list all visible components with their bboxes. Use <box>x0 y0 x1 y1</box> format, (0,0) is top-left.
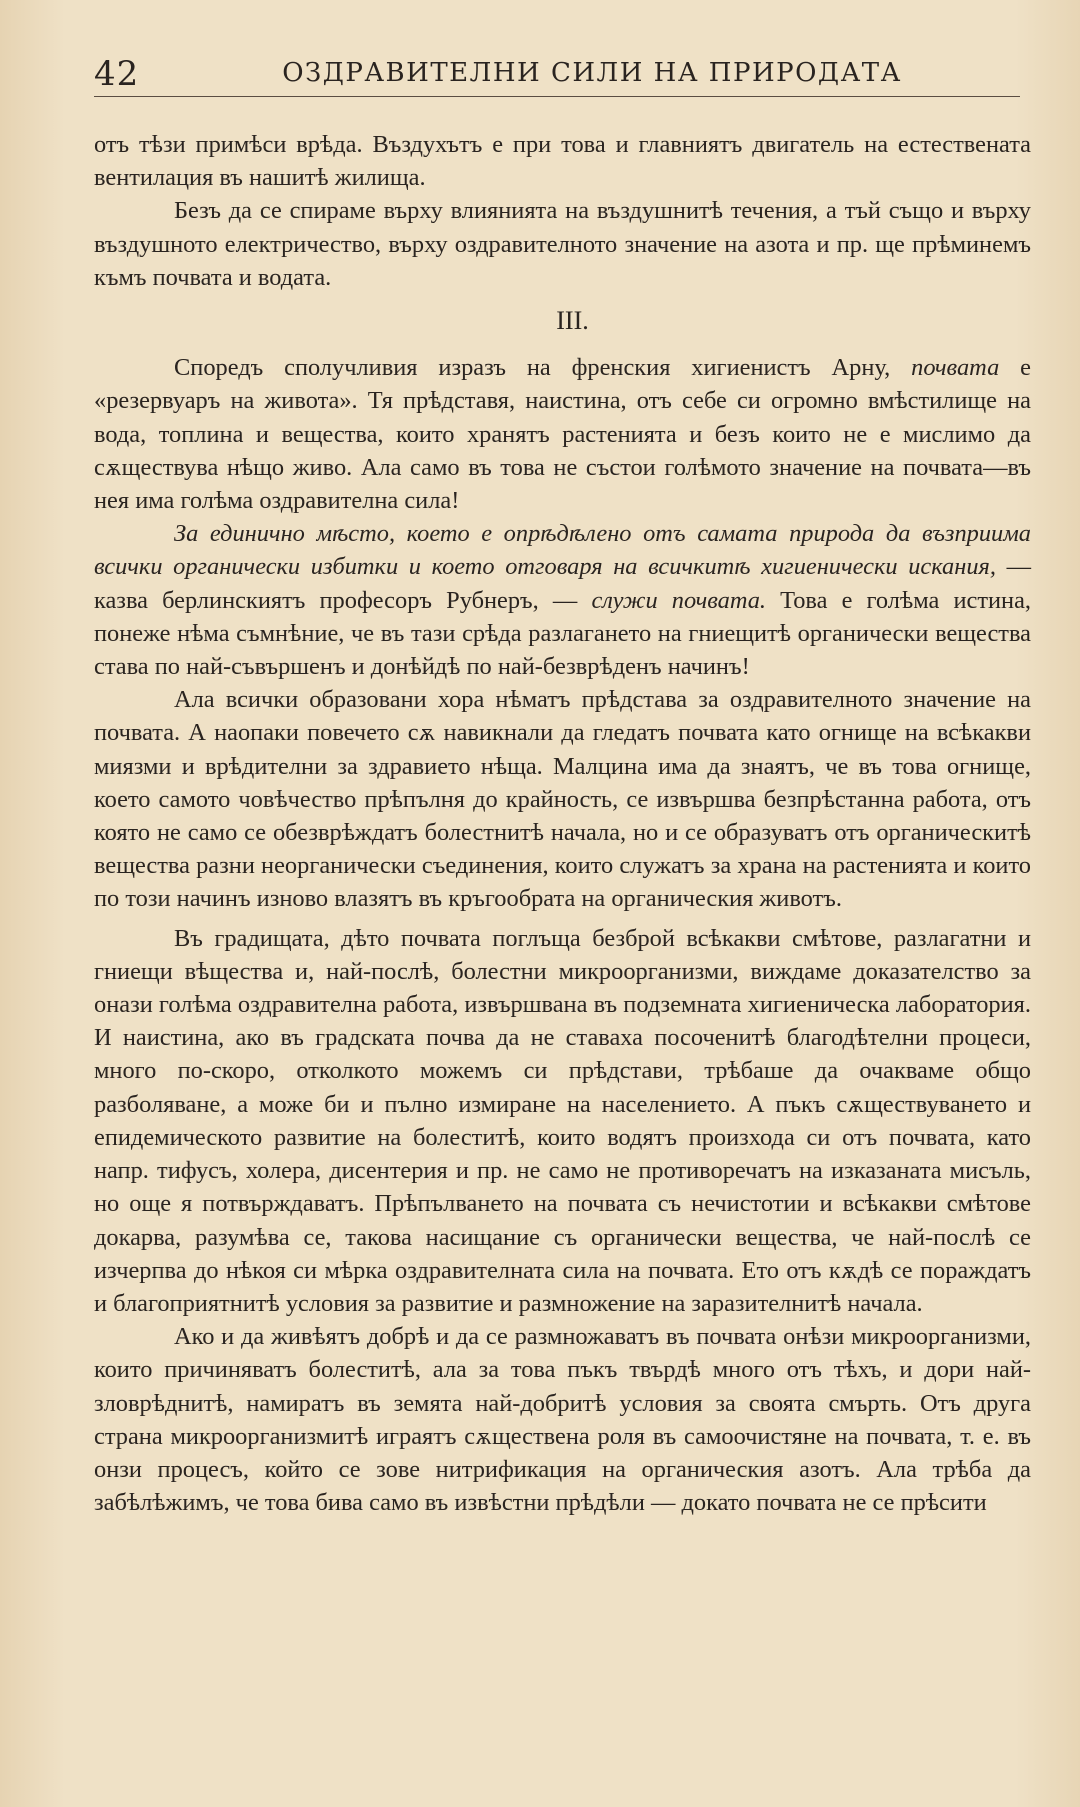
page-header <box>94 50 1020 97</box>
paragraph <box>94 517 1031 683</box>
paragraph: Ала всички образовани хора нѣматъ прѣдстава за оздравителното значение на почвата. А наопаки повечето сѫ навикнали да гледатъ почвата като огнище на всѣкакви миязми и врѣдителни за здравието нѣща. Малцина има да знаятъ, че въ това огнище, което самото човѣчество прѣпълня до крайность, се извършва безпрѣстанна работа, отъ която не само се обезврѣждатъ болестнитѣ начала, но и се образуватъ отъ органическитѣ вещества разни неорганически съединения, които служатъ за храна на растенията и които по този начинъ изново влазятъ въ кръгообрата на органическия животъ. <box>94 686 1031 913</box>
italic-text: служи почвата. <box>591 586 767 614</box>
text-run: Споредъ сполучливия изразъ на френския хигиенистъ Арну, <box>174 354 891 382</box>
text-run: — казва берлинскиятъ професоръ Рубнеръ, — <box>94 553 1031 614</box>
italic-text: За единично мѣсто, което е опрѣдѣлено отъ самата природа да възприима всички органически избитки и което отговаря на всичкитѣ хигиенически искания, <box>94 520 1031 581</box>
paragraph: отъ тѣзи примѣси врѣда. Въздухътъ е при това и главниятъ двигатель на естествената вентилация въ нашитѣ жилища. <box>94 131 1031 192</box>
text-run: е «резервуаръ на живота». Тя прѣдставя, наистина, отъ себе си огромно вмѣстилище на вода, топлина и вещества, които хранятъ растенията и безъ които не е мислимо да сѫществува нѣщо живо. Ала само въ това не състои голѣмото значение на почвата—въ нея има голѣма оздравителна сила! <box>94 354 1031 515</box>
page-number: 42 <box>94 54 140 94</box>
running-title: ОЗДРАВИТЕЛНИ СИЛИ НА ПРИРОДАТА <box>282 58 902 88</box>
body-text <box>94 128 1031 1519</box>
paragraph <box>94 351 1031 517</box>
text-run: Това е голѣма истина, понеже нѣма съмнѣние, че въ тази срѣда разлагането на гниещитѣ органически вещества става по най-съвършенъ и донѣйдѣ по най-безврѣденъ начинъ! <box>94 586 1032 681</box>
italic-text: почвата <box>911 354 1000 382</box>
paragraph: Безъ да се спираме върху влиянията на въздушнитѣ течения, а тъй също и върху въздушното електричество, върху оздравителното значение на азота и пр. ще прѣминемъ къмъ почвата и водата. <box>94 197 1031 291</box>
paragraph: Въ градищата, дѣто почвата поглъща безброй всѣкакви смѣтове, разлагатни и гниещи вѣщества и, най-послѣ, болестни микроорганизми, виждаме доказателство за онази голѣма оздравителна работа, извършвана въ подземната хигиеническа лаборатория. И наистина, ако въ градската почва да не ставаха посоченитѣ благодѣтелни процеси, много по-скоро, отколкото можемъ си прѣдстави, трѣбаше да очакваме общо разболяване, а може би и пълно измиране на населението. А пъкъ сѫществуването и епидемическото развитие на болеститѣ, които водятъ произхода си отъ почвата, като напр. тифусъ, холера, дисентерия и пр. не само не противоречатъ на изказаната мисъль, но още я потвърждаватъ. Прѣпълването на почвата съ нечистотии и всѣкакви смѣтове докарва, разумѣва се, такова насищание съ органически вещества, че най-послѣ се изчерпва до нѣкоя си мѣрка оздравителната сила на почвата. Ето отъ кѫдѣ се пораждатъ и благоприятнитѣ условия за развитие и размножение на заразителнитѣ начала. <box>94 924 1031 1317</box>
paragraph: Ако и да живѣятъ добрѣ и да се размножаватъ въ почвата онѣзи микроорганизми, които причиняватъ болеститѣ, ала за това пъкъ твърдѣ много отъ тѣхъ, и дори най-зловрѣднитѣ, намиратъ въ земята най-добритѣ условия за своята смърть. Отъ друга страна микроорганизмитѣ играятъ сѫществена роля въ самоочистяне на почвата, т. е. въ онзи процесъ, който се зове нитрификация на органическия азотъ. Ала трѣба да забѣлѣжимъ, че това бива само въ извѣстни прѣдѣли — докато почвата не се прѣсити <box>94 1323 1031 1517</box>
section-heading: III. <box>556 306 589 336</box>
